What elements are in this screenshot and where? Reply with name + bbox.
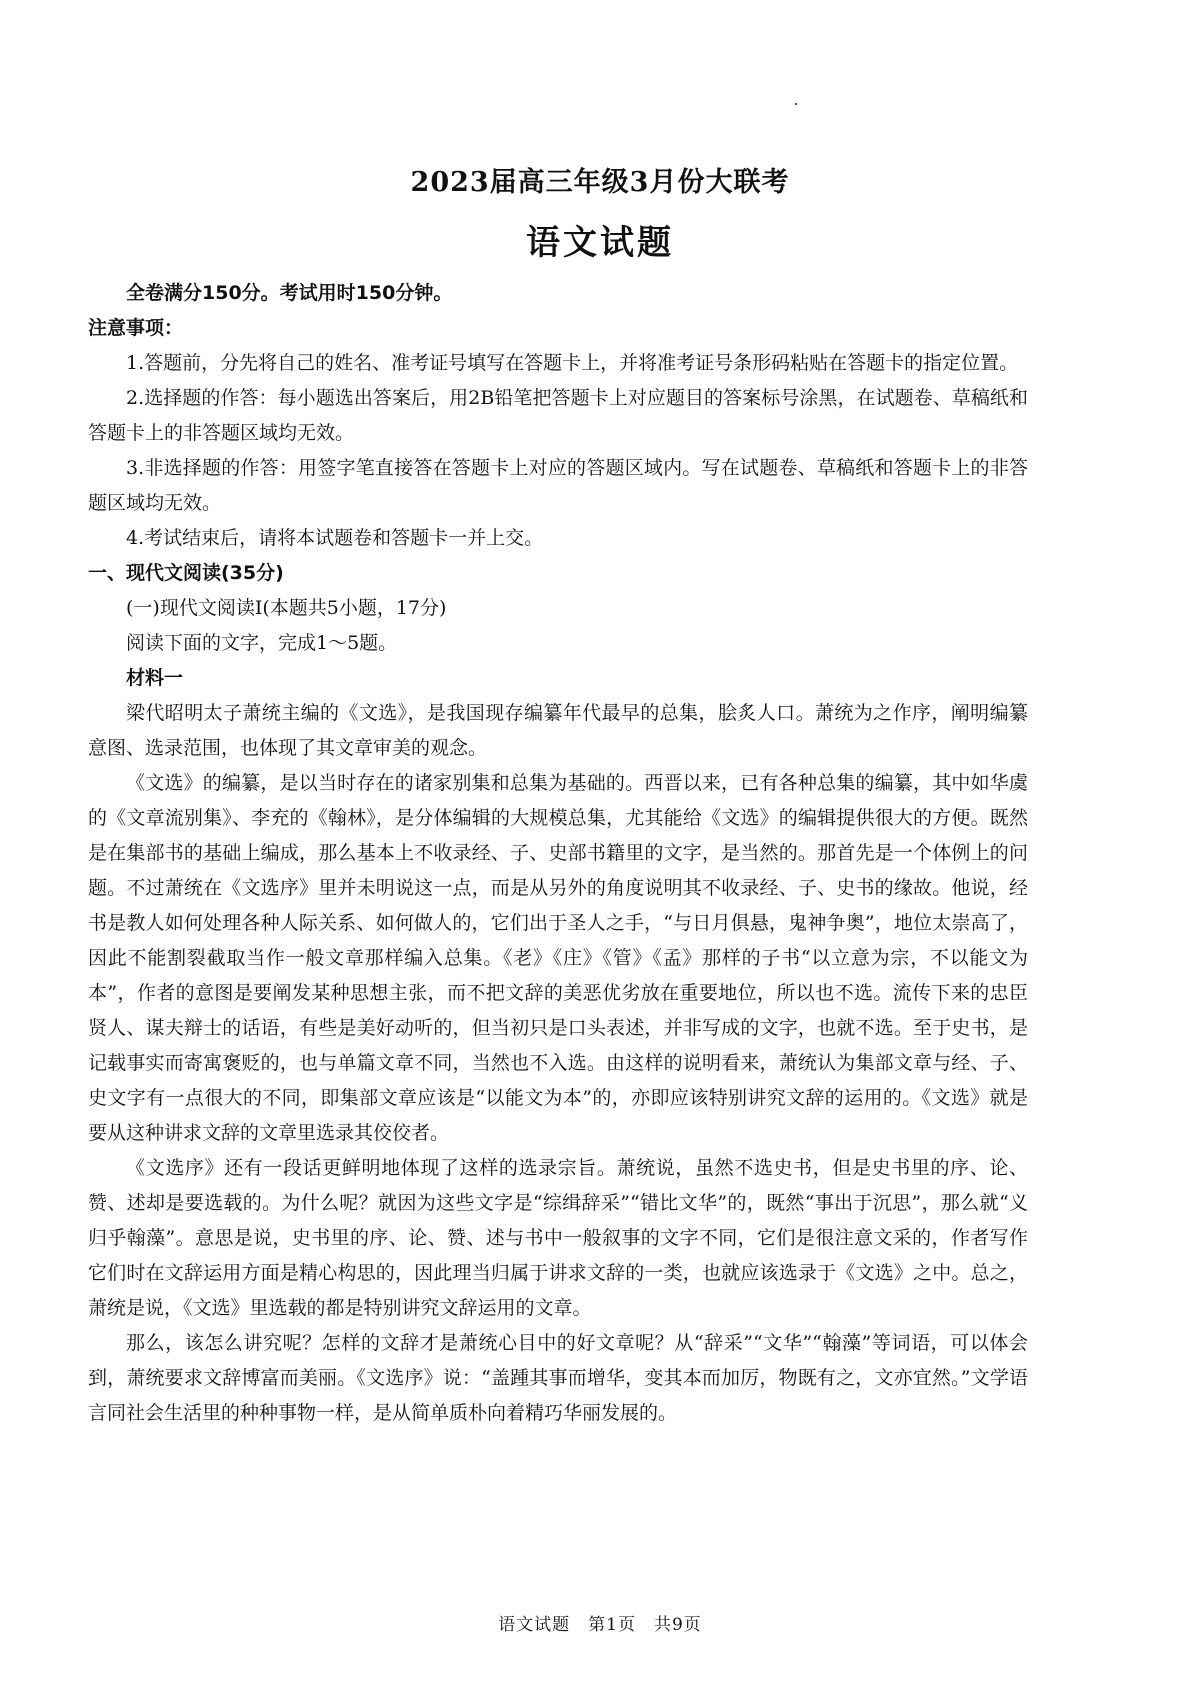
- material-paragraph-1: 梁代昭明太子萧统主编的《文选》，是我国现存编纂年代最早的总集，脍炙人口。萧统为之作序，阐明编纂意图、选录范围，也体现了其文章审美的观念。: [88, 702, 1028, 759]
- page-footer: 语文试题 第1页 共9页: [498, 1615, 702, 1635]
- section-sub-heading: (一)现代文阅读Ⅰ(本题共5小题，17分): [126, 597, 447, 619]
- section-instruction: 阅读下面的文字，完成1～5题。: [126, 632, 398, 654]
- note-item-4: 4.考试结束后，请将本试题卷和答题卡一并上交。: [126, 527, 544, 549]
- exam-name: 2023届高三年级3月份大联考: [410, 167, 790, 198]
- notes-heading: 注意事项：: [88, 317, 184, 339]
- score-time-line: 全卷满分150分。考试用时150分钟。: [126, 282, 453, 304]
- note-item-3: 3.非选择题的作答：用签字笔直接答在答题卡上对应的答题区域内。写在试题卷、草稿纸和答题卡上的非答题区域均无效。: [88, 457, 1028, 514]
- material-paragraph-3: 《文选序》还有一段话更鲜明地体现了这样的选录宗旨。萧统说，虽然不选史书，但是史书里的序、论、赞、述却是要选载的。为什么呢？就因为这些文字是“综缉辞采”“错比文华”的，既然“事出于沉思”，那么就“义归乎翰藻”。意思是说，史书里的序、论、赞、述与书中一般叙事的文字不同，它们是很注意文采的，作者写作它们时在文辞运用方面是精心构思的，因此理当归属于讲求文辞的一类，也就应该选录于《文选》之中。总之，萧统是说，《文选》里选载的都是特别讲究文辞运用的文章。: [88, 1157, 1028, 1319]
- material-paragraph-4: 那么，该怎么讲究呢？怎样的文辞才是萧统心目中的好文章呢？从“辞采”“文华”“翰藻”等词语，可以体会到，萧统要求文辞博富而美丽。《文选序》说：“盖踵其事而增华，变其本而加厉，物既有之，文亦宜然。”文学语言同社会生活里的种种事物一样，是从简单质朴向着精巧华丽发展的。: [88, 1332, 1028, 1424]
- note-item-2: 2.选择题的作答：每小题选出答案后，用2B铅笔把答题卡上对应题目的答案标号涂黑，在试题卷、草稿纸和答题卡上的非答题区域均无效。: [88, 387, 1028, 444]
- subject-title: 语文试题: [526, 223, 674, 263]
- material-paragraph-2: 《文选》的编纂，是以当时存在的诸家别集和总集为基础的。西晋以来，已有各种总集的编纂，其中如华虞的《文章流别集》、李充的《翰林》，是分体编辑的大规模总集，尤其能给《文选》的编辑提供很大的方便。既然是在集部书的基础上编成，那么基本上不收录经、子、史部书籍里的文字，是当然的。那首先是一个体例上的问题。不过萧统在《文选序》里并未明说这一点，而是从另外的角度说明其不收录经、子、史书的缘故。他说，经书是教人如何处理各种人际关系、如何做人的，它们出于圣人之手，“与日月俱悬，鬼神争奥”，地位太崇高了，因此不能割裂截取当作一般文章那样编入总集。《老》《庄》《管》《孟》那样的子书“以立意为宗，不以能文为本”，作者的意图是要阐发某种思想主张，而不把文辞的美恶优劣放在重要地位，所以也不选。流传下来的忠臣贤人、谋夫辩士的话语，有些是美好动听的，但当初只是口头表述，并非写成的文字，也就不选。至于史书，是记载事实而寄寓褒贬的，也与单篇文章不同，当然也不入选。由这样的说明看来，萧统认为集部文章与经、子、史文字有一点很大的不同，即集部文章应该是“以能文为本”的，亦即应该特别讲究文辞的运用的。《文选》就是要从这种讲求文辞的文章里选录其佼佼者。: [88, 772, 1028, 1144]
- body-area: [88, 276, 1028, 1431]
- material-label: 材料一: [126, 667, 184, 689]
- scan-speck: [795, 103, 797, 105]
- note-item-1: 1.答题前，分先将自己的姓名、准考证号填写在答题卡上，并将准考证号条形码粘贴在答题卡的指定位置。: [126, 352, 1019, 374]
- section-heading: 一、现代文阅读(35分): [88, 562, 284, 584]
